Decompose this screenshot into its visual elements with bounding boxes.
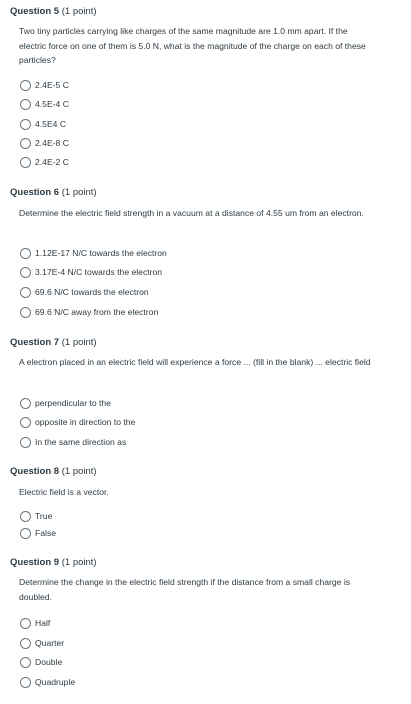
- question-number: Question 5: [10, 6, 60, 17]
- option-label: 2.4E-8 C: [35, 138, 69, 148]
- option-label: 69.6 N/C towards the electron: [35, 287, 149, 297]
- option-label: Quadruple: [35, 677, 76, 687]
- radio-button[interactable]: [20, 287, 31, 298]
- option-label: In the same direction as: [35, 437, 127, 447]
- answer-option[interactable]: [20, 155, 69, 169]
- radio-button[interactable]: [20, 437, 31, 448]
- radio-button[interactable]: [20, 99, 31, 110]
- option-label: perpendicular to the: [35, 398, 111, 408]
- option-label: Quarter: [35, 638, 65, 648]
- question-header: [10, 466, 97, 477]
- radio-button[interactable]: [20, 528, 31, 539]
- option-label: False: [35, 528, 57, 538]
- answer-option[interactable]: [20, 655, 62, 669]
- question-points: (1 point): [61, 466, 97, 477]
- answer-option[interactable]: [20, 616, 50, 630]
- option-label: 4.5E-4 C: [35, 99, 69, 109]
- question-points: (1 point): [61, 187, 97, 198]
- answer-option[interactable]: [20, 415, 135, 429]
- radio-button[interactable]: [20, 677, 31, 688]
- radio-button[interactable]: [20, 638, 31, 649]
- option-label: 1.12E-17 N/C towards the electron: [35, 248, 167, 258]
- answer-option[interactable]: [20, 435, 126, 449]
- answer-option[interactable]: [20, 285, 149, 299]
- question-points: (1 point): [61, 337, 97, 348]
- option-label: True: [35, 511, 53, 521]
- radio-button[interactable]: [20, 157, 31, 168]
- radio-button[interactable]: [20, 417, 31, 428]
- answer-option[interactable]: [20, 675, 75, 689]
- question-number: Question 9: [10, 557, 60, 568]
- option-label: 69.6 N/C away from the electron: [35, 307, 159, 317]
- question-header: [10, 6, 97, 17]
- answer-option[interactable]: [20, 136, 69, 150]
- radio-button[interactable]: [20, 618, 31, 629]
- answer-option[interactable]: [20, 305, 158, 319]
- answer-option[interactable]: [20, 526, 56, 540]
- question-number: Question 7: [10, 337, 60, 348]
- question-number: Question 8: [10, 466, 60, 477]
- answer-option[interactable]: [20, 509, 52, 523]
- question-header: [10, 557, 97, 568]
- radio-button[interactable]: [20, 138, 31, 149]
- answer-option[interactable]: [20, 265, 162, 279]
- question-header: [10, 187, 97, 198]
- answer-option[interactable]: [20, 117, 66, 131]
- radio-button[interactable]: [20, 267, 31, 278]
- option-label: opposite in direction to the: [35, 417, 136, 427]
- radio-button[interactable]: [20, 398, 31, 409]
- answer-option[interactable]: [20, 396, 111, 410]
- answer-option[interactable]: [20, 78, 69, 92]
- option-label: Half: [35, 618, 51, 628]
- question-text: Determine the change in the electric field strength if the distance from a small charge is doubled.: [19, 577, 351, 602]
- question-text: Electric field is a vector.: [19, 487, 109, 497]
- option-label: 3.17E-4 N/C towards the electron: [35, 267, 163, 277]
- option-label: 2.4E-5 C: [35, 80, 69, 90]
- radio-button[interactable]: [20, 248, 31, 259]
- question-points: (1 point): [61, 6, 97, 17]
- option-label: 4.5E4 C: [35, 119, 67, 129]
- radio-button[interactable]: [20, 657, 31, 668]
- option-label: 2.4E-2 C: [35, 157, 69, 167]
- question-number: Question 6: [10, 187, 60, 198]
- radio-button[interactable]: [20, 307, 31, 318]
- question-points: (1 point): [61, 557, 97, 568]
- question-text: Two tiny particles carrying like charges of the same magnitude are 1.0 mm apart. If the electric force on one of them is 5.0 N, what is the magnitude of the charge on each of these particles?: [19, 26, 366, 65]
- radio-button[interactable]: [20, 80, 31, 91]
- answer-option[interactable]: [20, 636, 64, 650]
- radio-button[interactable]: [20, 119, 31, 130]
- question-text: Determine the electric field strength in a vacuum at a distance of 4.55 um from an electron.: [19, 208, 364, 218]
- radio-button[interactable]: [20, 511, 31, 522]
- option-label: Double: [35, 657, 63, 667]
- answer-option[interactable]: [20, 246, 167, 260]
- question-header: [10, 337, 97, 348]
- answer-option[interactable]: [20, 97, 69, 111]
- question-text: A electron placed in an electric field will experience a force ... (fill in the blank) ... electric field: [19, 357, 371, 367]
